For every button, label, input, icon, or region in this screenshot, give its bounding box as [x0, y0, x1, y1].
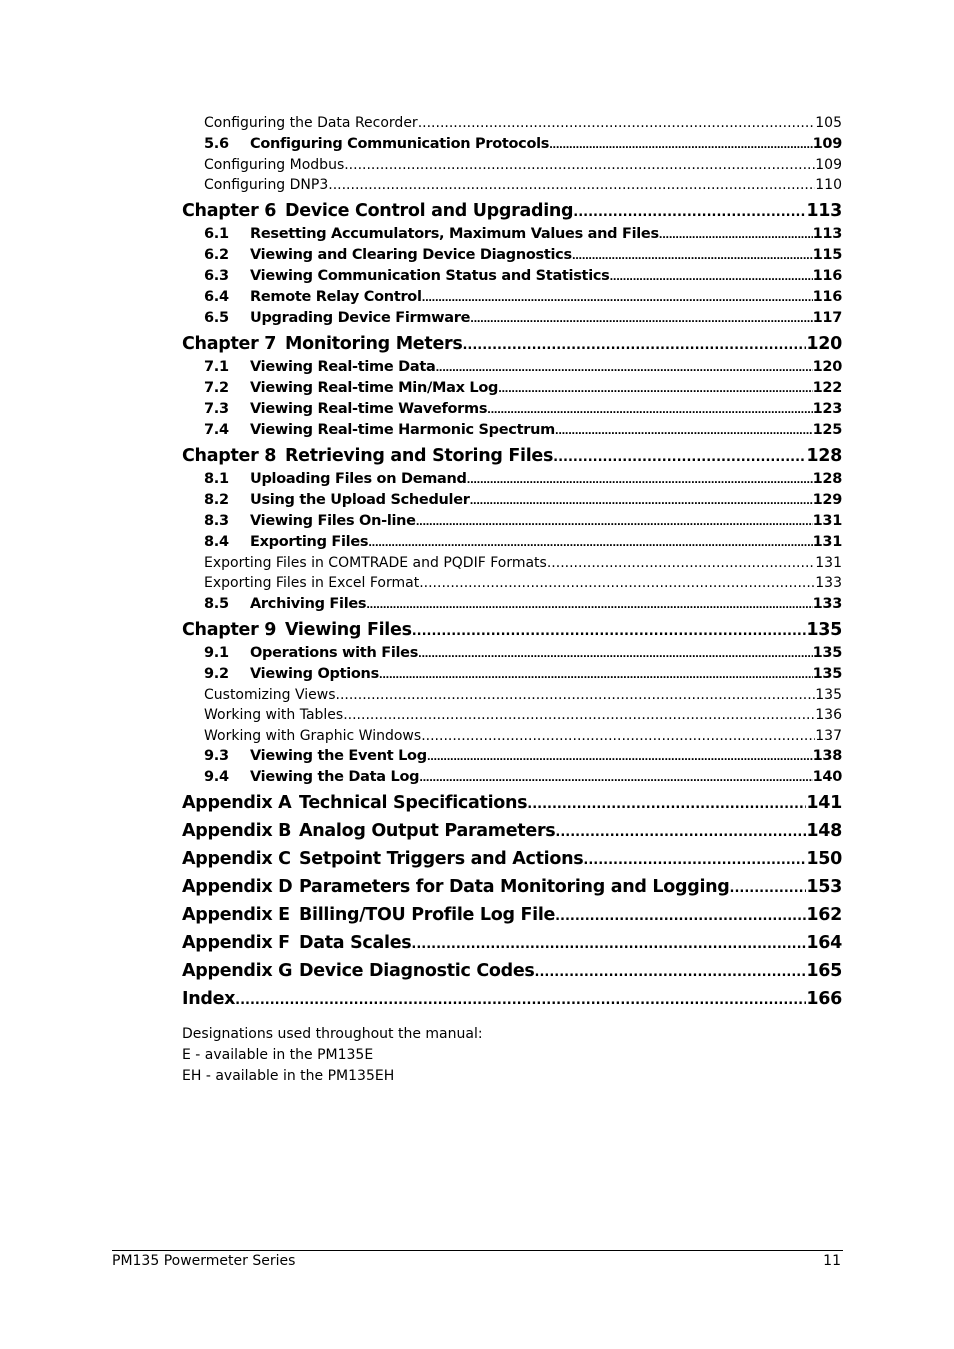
toc-entry-title: Data Scales: [299, 933, 412, 953]
toc-entry-title: Exporting Files: [250, 533, 369, 550]
toc-entry-title: Viewing the Data Log: [250, 769, 420, 785]
toc-entry-number: Appendix B: [182, 821, 292, 841]
toc-entry-title: Working with Graphic Windows: [204, 727, 422, 744]
toc-entry[interactable]: [182, 511, 842, 532]
toc-leader-dots: [547, 553, 815, 574]
toc-entry[interactable]: [182, 643, 842, 664]
toc-entry[interactable]: [182, 532, 842, 553]
toc-entry-title: Remote Relay Control: [250, 288, 422, 305]
toc-entry[interactable]: [182, 469, 842, 490]
toc-entry-title: Technical Specifications: [299, 793, 528, 813]
toc-entry-page: 105: [815, 115, 842, 131]
toc-entry-title: Parameters for Data Monitoring and Logging: [299, 877, 730, 897]
toc-entry-title: Setpoint Triggers and Actions: [299, 849, 584, 869]
toc-entry-page: 136: [815, 707, 842, 723]
designation-e: E - available in the PM135E: [182, 1047, 374, 1063]
toc-leader-dots: [470, 490, 813, 512]
toc-entry-title: Configuring Communication Protocols: [250, 135, 550, 152]
toc-entry[interactable]: [182, 594, 842, 615]
toc-entry-title: Operations with Files: [250, 644, 419, 661]
toc-entry[interactable]: [182, 245, 842, 266]
toc-entry-page: 109: [812, 135, 842, 152]
toc-entry[interactable]: [182, 685, 842, 706]
toc-entry[interactable]: [182, 818, 842, 844]
toc-entry-number: 9.3: [204, 748, 229, 764]
toc-entry[interactable]: [182, 175, 842, 196]
toc-leader-dots: [573, 198, 806, 226]
toc-entry-number: 9.4: [204, 769, 229, 785]
toc-entry-title: Device Diagnostic Codes: [299, 961, 535, 981]
toc-entry-title: Retrieving and Storing Files: [285, 445, 554, 466]
toc-entry-number: 8.4: [204, 533, 229, 550]
toc-entry[interactable]: [182, 958, 842, 984]
toc-entry-title: Viewing Real-time Data: [250, 358, 436, 375]
toc-entry[interactable]: [182, 266, 842, 287]
footer-divider: [112, 1250, 843, 1251]
toc-leader-dots: [412, 617, 807, 645]
table-of-contents: [182, 113, 842, 1012]
toc-entry-title: Viewing Communication Status and Statistics: [250, 267, 610, 284]
toc-entry-page: 120: [806, 333, 842, 354]
designations-note: [182, 1024, 483, 1087]
toc-entry-title: Configuring DNP3: [204, 177, 329, 193]
toc-entry-page: 113: [806, 200, 842, 221]
toc-leader-dots: [527, 790, 806, 818]
toc-entry[interactable]: [182, 767, 842, 788]
toc-entry-number: 6.5: [204, 309, 229, 326]
toc-entry-page: 120: [812, 358, 842, 375]
toc-entry[interactable]: [182, 224, 842, 245]
toc-entry-number: 8.1: [204, 470, 229, 487]
toc-entry-page: 109: [815, 156, 842, 173]
toc-entry-number: Appendix C: [182, 849, 291, 869]
toc-entry-number: Chapter 8: [182, 445, 277, 466]
toc-leader-dots: [659, 224, 813, 246]
toc-entry[interactable]: [182, 331, 842, 357]
toc-entry-number: 7.2: [204, 379, 229, 396]
toc-entry-number: 6.3: [204, 267, 229, 284]
toc-entry-title: Index: [182, 989, 236, 1009]
toc-entry-number: 6.2: [204, 246, 229, 263]
toc-leader-dots: [487, 399, 812, 421]
toc-leader-dots: [467, 469, 813, 491]
toc-entry-number: 9.1: [204, 644, 229, 661]
toc-entry-title: Exporting Files in Excel Format: [204, 575, 420, 591]
toc-entry[interactable]: [182, 443, 842, 469]
toc-entry[interactable]: [182, 986, 842, 1012]
toc-entry-page: 133: [815, 575, 842, 591]
toc-entry[interactable]: [182, 902, 842, 928]
toc-entry-title: Billing/TOU Profile Log File: [299, 905, 556, 925]
toc-entry-page: 140: [812, 769, 842, 785]
toc-entry[interactable]: [182, 746, 842, 767]
toc-entry-number: Appendix A: [182, 793, 292, 813]
toc-entry-number: 7.4: [204, 421, 229, 438]
toc-entry[interactable]: [182, 705, 842, 726]
toc-entry-page: 133: [812, 595, 842, 612]
toc-leader-dots: [555, 818, 806, 846]
toc-entry-page: 166: [806, 989, 842, 1009]
toc-entry-page: 131: [812, 512, 842, 529]
toc-entry-page: 135: [812, 644, 842, 661]
toc-entry[interactable]: [182, 155, 842, 176]
toc-entry-title: Configuring Modbus: [204, 156, 345, 173]
toc-leader-dots: [421, 726, 815, 747]
toc-entry[interactable]: [182, 287, 842, 308]
toc-entry-title: Viewing Real-time Waveforms: [250, 400, 488, 417]
toc-entry-title: Viewing Real-time Harmonic Spectrum: [250, 421, 555, 438]
toc-entry-number: Appendix F: [182, 933, 290, 953]
toc-leader-dots: [336, 685, 816, 706]
toc-leader-dots: [549, 134, 813, 156]
toc-leader-dots: [583, 846, 806, 874]
toc-entry-page: 116: [812, 267, 842, 284]
toc-leader-dots: [328, 175, 815, 196]
toc-leader-dots: [379, 664, 813, 686]
toc-leader-dots: [419, 767, 812, 789]
toc-entry[interactable]: [182, 573, 842, 594]
toc-entry-page: 122: [812, 379, 842, 396]
toc-entry-title: Viewing Real-time Min/Max Log: [250, 379, 499, 396]
toc-leader-dots: [572, 245, 813, 267]
toc-entry-title: Exporting Files in COMTRADE and PQDIF Formats: [204, 554, 547, 571]
designations-intro: Designations used throughout the manual:: [182, 1026, 483, 1042]
toc-entry-title: Monitoring Meters: [285, 333, 463, 354]
toc-leader-dots: [436, 357, 813, 379]
toc-entry-page: 116: [812, 288, 842, 305]
toc-entry[interactable]: [182, 399, 842, 420]
toc-entry-page: 153: [806, 877, 842, 897]
toc-entry-page: 137: [815, 727, 842, 744]
toc-entry-page: 131: [815, 554, 842, 571]
toc-entry-page: 135: [806, 619, 842, 640]
toc-entry-page: 123: [812, 400, 842, 417]
toc-entry-page: 117: [812, 309, 842, 326]
toc-leader-dots: [535, 958, 807, 986]
toc-entry-title: Analog Output Parameters: [299, 821, 556, 841]
toc-entry[interactable]: [182, 790, 842, 816]
toc-entry-number: Appendix D: [182, 877, 293, 897]
toc-entry[interactable]: [182, 553, 842, 574]
toc-leader-dots: [470, 308, 812, 330]
toc-entry-page: 128: [806, 445, 842, 466]
toc-entry[interactable]: [182, 420, 842, 441]
toc-entry-number: Chapter 6: [182, 200, 277, 221]
toc-entry-title: Customizing Views: [204, 686, 336, 703]
toc-leader-dots: [422, 287, 813, 309]
toc-entry-title: Resetting Accumulators, Maximum Values and Files: [250, 225, 659, 242]
toc-entry[interactable]: [182, 308, 842, 329]
toc-entry[interactable]: [182, 617, 842, 643]
toc-entry-page: 148: [806, 821, 842, 841]
toc-entry-number: 8.2: [204, 491, 229, 508]
toc-entry-page: 115: [812, 246, 842, 263]
toc-entry[interactable]: [182, 198, 842, 224]
toc-leader-dots: [418, 113, 816, 134]
toc-leader-dots: [411, 930, 806, 958]
toc-entry-number: 5.6: [204, 135, 229, 152]
toc-leader-dots: [366, 594, 812, 616]
toc-leader-dots: [418, 643, 813, 665]
toc-entry-title: Viewing the Event Log: [250, 748, 427, 764]
toc-entry[interactable]: [182, 874, 842, 900]
toc-entry-number: 8.3: [204, 512, 229, 529]
toc-entry-number: Appendix G: [182, 961, 293, 981]
toc-entry-number: Chapter 7: [182, 333, 277, 354]
toc-leader-dots: [235, 986, 806, 1014]
toc-entry[interactable]: [182, 490, 842, 511]
toc-entry-page: 135: [812, 665, 842, 682]
toc-entry-number: 7.3: [204, 400, 229, 417]
toc-entry-title: Configuring the Data Recorder: [204, 115, 418, 131]
toc-entry-page: 141: [806, 793, 842, 813]
toc-entry-number: Chapter 9: [182, 619, 277, 640]
toc-entry-number: 7.1: [204, 358, 229, 375]
toc-entry[interactable]: [182, 846, 842, 872]
toc-entry[interactable]: [182, 930, 842, 956]
toc-entry-page: 135: [815, 686, 842, 703]
toc-entry-page: 138: [812, 748, 842, 764]
toc-entry-page: 110: [815, 177, 842, 193]
toc-entry-number: 9.2: [204, 665, 229, 682]
toc-entry-page: 128: [812, 470, 842, 487]
toc-entry-title: Using the Upload Scheduler: [250, 491, 470, 508]
toc-entry[interactable]: [182, 378, 842, 399]
toc-leader-dots: [555, 420, 813, 442]
toc-entry-number: 8.5: [204, 595, 229, 612]
toc-entry-page: 113: [812, 225, 842, 242]
footer-product-name: PM135 Powermeter Series: [112, 1253, 296, 1269]
toc-entry-title: Viewing Files: [285, 619, 412, 640]
toc-entry-title: Uploading Files on Demand: [250, 470, 467, 487]
toc-entry-title: Viewing Options: [250, 665, 379, 682]
toc-entry-title: Working with Tables: [204, 707, 344, 723]
designation-eh: EH - available in the PM135EH: [182, 1068, 395, 1084]
toc-leader-dots: [419, 573, 815, 594]
toc-entry-page: 164: [806, 933, 842, 953]
toc-entry-title: Upgrading Device Firmware: [250, 309, 471, 326]
toc-entry-page: 125: [812, 421, 842, 438]
toc-entry-number: Appendix E: [182, 905, 290, 925]
toc-entry-title: Device Control and Upgrading: [285, 200, 574, 221]
toc-leader-dots: [609, 266, 812, 288]
toc-leader-dots: [427, 746, 813, 768]
toc-leader-dots: [498, 378, 813, 400]
toc-leader-dots: [343, 705, 815, 726]
toc-entry-title: Archiving Files: [250, 595, 367, 612]
toc-entry[interactable]: [182, 134, 842, 155]
toc-entry-title: Viewing and Clearing Device Diagnostics: [250, 246, 572, 263]
toc-entry[interactable]: [182, 113, 842, 134]
toc-entry-page: 150: [806, 849, 842, 869]
toc-leader-dots: [553, 443, 806, 471]
toc-entry-page: 131: [812, 533, 842, 550]
toc-entry[interactable]: [182, 726, 842, 747]
toc-leader-dots: [416, 511, 813, 533]
toc-entry-number: 6.4: [204, 288, 229, 305]
toc-leader-dots: [344, 155, 815, 176]
toc-entry-page: 165: [806, 961, 842, 981]
footer-page-number: 11: [823, 1253, 841, 1269]
toc-leader-dots: [730, 874, 807, 902]
toc-entry-page: 129: [812, 491, 842, 508]
toc-leader-dots: [555, 902, 806, 930]
toc-leader-dots: [462, 331, 806, 359]
toc-entry-number: 6.1: [204, 225, 229, 242]
toc-leader-dots: [368, 532, 812, 554]
toc-entry-page: 162: [806, 905, 842, 925]
toc-entry[interactable]: [182, 664, 842, 685]
toc-entry[interactable]: [182, 357, 842, 378]
toc-entry-title: Viewing Files On-line: [250, 512, 416, 529]
